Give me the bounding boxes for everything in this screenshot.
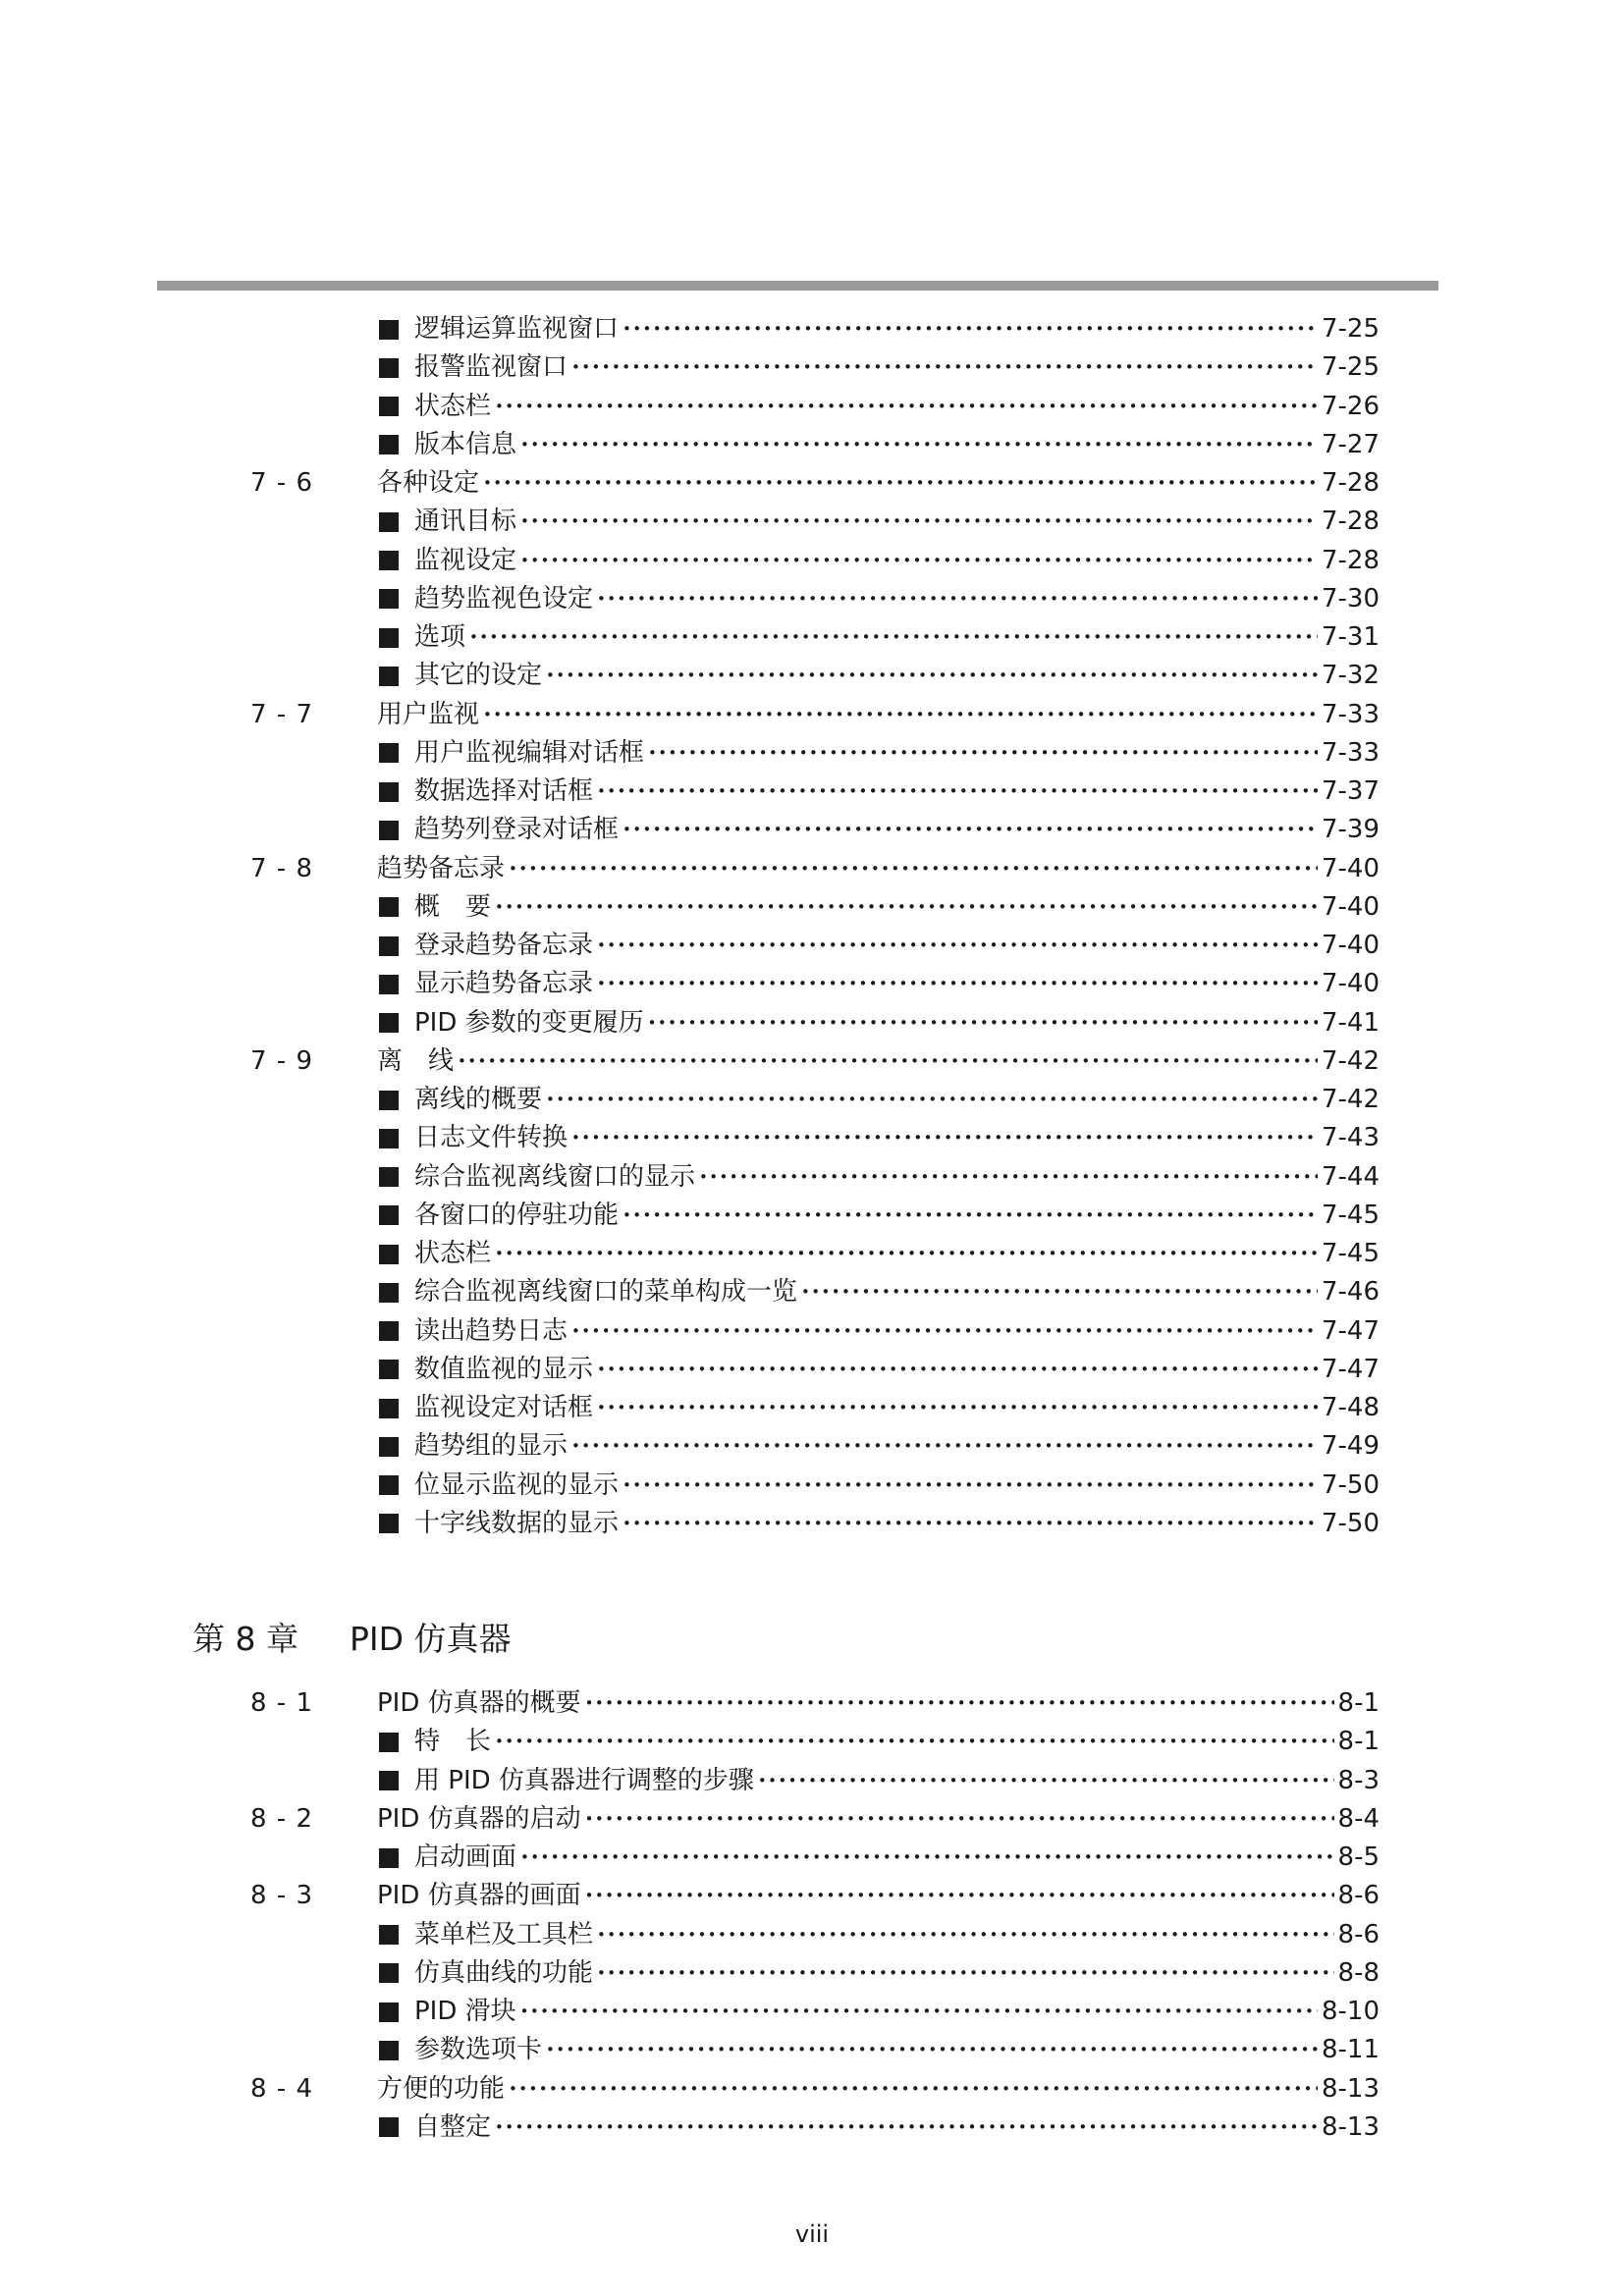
dot-leader [597, 773, 1318, 811]
toc-entry [379, 1993, 1380, 2031]
section-number: 7 - 7 [250, 699, 313, 729]
dot-leader [585, 1800, 1334, 1839]
toc-title: 数值监视的显示 [414, 1354, 594, 1384]
dot-leader [699, 1158, 1318, 1197]
toc-entry [379, 503, 1380, 541]
toc-title: 位显示监视的显示 [414, 1469, 620, 1500]
square-bullet-icon [379, 743, 399, 763]
dot-leader [495, 1723, 1334, 1761]
toc-entry [377, 1042, 1380, 1081]
page-ref: 7-28 [1321, 507, 1380, 537]
toc-title: 方便的功能 [377, 2073, 506, 2104]
toc-title: 状态栏 [414, 391, 492, 421]
page-ref: 8-1 [1337, 1688, 1380, 1718]
toc-entry [377, 850, 1380, 888]
page-ref: 8-6 [1337, 1919, 1380, 1949]
square-bullet-icon [379, 1245, 399, 1264]
page-ref: 7-25 [1321, 352, 1380, 383]
square-bullet-icon [379, 1733, 399, 1752]
square-bullet-icon [379, 897, 399, 917]
dot-leader [597, 927, 1318, 965]
chapter-label: 第 8 章 [192, 1620, 298, 1658]
dot-leader [546, 657, 1318, 695]
page-ref: 7-42 [1321, 1045, 1380, 1076]
dot-leader [623, 310, 1318, 348]
section-number: 7 - 6 [250, 468, 313, 498]
toc-row[interactable] [0, 310, 1380, 348]
square-bullet-icon [379, 589, 399, 609]
toc-row[interactable] [0, 2109, 1380, 2147]
dot-leader [571, 1312, 1318, 1351]
square-bullet-icon [379, 1963, 399, 1983]
square-bullet-icon [379, 1514, 399, 1533]
page-ref: 7-42 [1321, 1085, 1380, 1114]
section-number: 8 - 4 [250, 2073, 313, 2104]
toc-title: 各种设定 [377, 468, 480, 498]
page-ref: 7-43 [1321, 1123, 1380, 1153]
toc-title: 登录趋势备忘录 [414, 931, 594, 960]
chapter-heading [192, 1614, 512, 1660]
toc-row[interactable] [0, 888, 1380, 927]
square-bullet-icon [379, 628, 399, 648]
toc-entry [377, 696, 1380, 734]
toc-title: 版本信息 [414, 429, 517, 459]
dot-leader [648, 734, 1318, 773]
toc-entry [379, 888, 1380, 927]
square-bullet-icon [379, 358, 399, 378]
toc-row[interactable] [0, 2070, 1380, 2109]
page-ref: 7-33 [1321, 699, 1380, 729]
square-bullet-icon [379, 1205, 399, 1225]
dot-leader [520, 426, 1318, 464]
page-ref: 8-8 [1337, 1957, 1380, 1988]
toc-title: 仿真曲线的功能 [414, 1957, 594, 1988]
dot-leader [571, 1119, 1318, 1157]
toc-row[interactable] [0, 1351, 1380, 1389]
page-ref: 8-3 [1337, 1765, 1380, 1795]
square-bullet-icon [379, 1925, 399, 1945]
toc-title: 自整定 [414, 2111, 492, 2142]
toc-title: 读出趋势日志 [414, 1315, 568, 1346]
page-ref: 7-32 [1321, 661, 1380, 691]
toc-title: 趋势列登录对话框 [414, 815, 620, 845]
toc-title: 各窗口的停驻功能 [414, 1200, 620, 1230]
toc-row[interactable] [0, 503, 1380, 541]
toc-row[interactable] [0, 850, 1380, 888]
toc-entry [379, 2031, 1380, 2069]
section-number: 7 - 8 [250, 853, 313, 883]
page-ref: 7-40 [1321, 853, 1380, 883]
toc-title: PID 仿真器的启动 [377, 1803, 581, 1834]
dot-leader [495, 2109, 1318, 2147]
toc-entry [377, 1877, 1380, 1915]
toc-title: 参数选项卡 [414, 2035, 543, 2065]
toc-row[interactable] [0, 1197, 1380, 1235]
dot-leader [597, 580, 1318, 618]
toc-row[interactable] [0, 1839, 1380, 1877]
dot-leader [546, 2031, 1318, 2069]
toc-row[interactable] [0, 1505, 1380, 1543]
toc-title: 概 要 [414, 891, 492, 922]
toc-entry [379, 1916, 1380, 1954]
page-ref: 7-28 [1321, 545, 1380, 575]
page-ref: 7-33 [1321, 737, 1380, 768]
page-ref: 8-5 [1337, 1842, 1380, 1872]
dot-leader [585, 1684, 1334, 1723]
toc-row[interactable] [0, 348, 1380, 387]
dot-leader [546, 1081, 1318, 1119]
square-bullet-icon [379, 1091, 399, 1110]
toc-row[interactable] [0, 1235, 1380, 1273]
toc-row[interactable] [0, 580, 1380, 618]
dot-leader [495, 388, 1318, 426]
page-ref: 8-13 [1321, 2073, 1380, 2104]
toc-row[interactable] [0, 1800, 1380, 1839]
toc-row[interactable] [0, 734, 1380, 773]
toc-entry [379, 1119, 1380, 1157]
toc-title: 用户监视编辑对话框 [414, 737, 645, 768]
dot-leader [623, 1505, 1318, 1543]
toc-title: 逻辑运算监视窗口 [414, 314, 620, 344]
dot-leader [509, 850, 1318, 888]
toc-entry [377, 2070, 1380, 2109]
toc-title: 其它的设定 [414, 661, 543, 691]
square-bullet-icon [379, 667, 399, 686]
page-ref: 8-11 [1321, 2035, 1380, 2065]
toc-entry [377, 1684, 1380, 1723]
toc-row[interactable] [0, 1427, 1380, 1466]
toc-entry [379, 965, 1380, 1003]
toc-row[interactable] [0, 388, 1380, 426]
toc-title: 报警监视窗口 [414, 352, 568, 383]
section-number: 8 - 3 [250, 1881, 313, 1911]
dot-leader [495, 888, 1318, 927]
toc-entry [379, 580, 1380, 618]
square-bullet-icon [379, 936, 399, 956]
toc-entry [377, 464, 1380, 503]
dot-leader [520, 542, 1318, 580]
toc-title: 监视设定对话框 [414, 1393, 594, 1422]
toc-row[interactable] [0, 1081, 1380, 1119]
page-ref: 7-50 [1321, 1469, 1380, 1500]
toc-row[interactable] [0, 1993, 1380, 2031]
toc-entry [379, 1273, 1380, 1311]
dot-leader [483, 696, 1318, 734]
toc-row[interactable] [0, 1312, 1380, 1351]
toc-title: 选项 [414, 622, 466, 652]
toc-row[interactable] [0, 1389, 1380, 1427]
dot-leader [597, 1954, 1334, 1993]
toc-row[interactable] [0, 426, 1380, 464]
toc-entry [379, 1235, 1380, 1273]
page-ref: 7-45 [1321, 1239, 1380, 1268]
square-bullet-icon [379, 1475, 399, 1495]
dot-leader [458, 1042, 1318, 1081]
square-bullet-icon [379, 1399, 399, 1418]
toc-title: 趋势监视色设定 [414, 583, 594, 614]
dot-leader [571, 1427, 1318, 1466]
toc-title: 综合监视离线窗口的菜单构成一览 [414, 1277, 798, 1308]
toc-title: 启动画面 [414, 1842, 517, 1872]
toc-entry [379, 348, 1380, 387]
square-bullet-icon [379, 1129, 399, 1148]
toc-entry [379, 618, 1380, 657]
page-ref: 7-45 [1321, 1200, 1380, 1230]
square-bullet-icon [379, 435, 399, 454]
square-bullet-icon [379, 512, 399, 532]
toc-entry [379, 310, 1380, 348]
page-ref: 7-39 [1321, 815, 1380, 845]
dot-leader [585, 1877, 1334, 1915]
toc-entry [379, 426, 1380, 464]
toc-entry [379, 1197, 1380, 1235]
page-ref: 7-37 [1321, 776, 1380, 806]
toc-entry [379, 811, 1380, 849]
toc-title: 显示趋势备忘录 [414, 969, 594, 999]
toc-row[interactable] [0, 773, 1380, 811]
dot-leader [483, 464, 1318, 503]
square-bullet-icon [379, 1321, 399, 1341]
toc-title: 监视设定 [414, 545, 517, 575]
toc-title: PID 仿真器的画面 [377, 1881, 581, 1911]
square-bullet-icon [379, 782, 399, 802]
toc-title: 十字线数据的显示 [414, 1508, 620, 1538]
square-bullet-icon [379, 1360, 399, 1379]
page-ref: 8-10 [1321, 1997, 1380, 2026]
page-ref: 7-49 [1321, 1431, 1380, 1462]
square-bullet-icon [379, 1848, 399, 1868]
square-bullet-icon [379, 2041, 399, 2060]
toc-entry [379, 388, 1380, 426]
toc-row[interactable] [0, 618, 1380, 657]
toc-entry [379, 1158, 1380, 1197]
dot-leader [495, 1235, 1318, 1273]
square-bullet-icon [379, 320, 399, 340]
toc-title: 趋势组的显示 [414, 1431, 568, 1462]
square-bullet-icon [379, 551, 399, 570]
page-ref: 7-40 [1321, 969, 1380, 999]
dot-leader [623, 1467, 1318, 1505]
toc-row[interactable] [0, 1119, 1380, 1157]
toc-row[interactable] [0, 1954, 1380, 1993]
square-bullet-icon [379, 975, 399, 994]
toc-row[interactable] [0, 1762, 1380, 1800]
square-bullet-icon [379, 397, 399, 416]
toc-entry [379, 1954, 1380, 1993]
section-number: 8 - 1 [250, 1688, 313, 1718]
page-ref: 7-27 [1321, 429, 1380, 459]
dot-leader [597, 1351, 1318, 1389]
toc-entry [379, 927, 1380, 965]
page-ref: 7-28 [1321, 468, 1380, 498]
toc-row[interactable] [0, 1273, 1380, 1311]
dot-leader [801, 1273, 1318, 1311]
toc-title: 用户监视 [377, 699, 480, 729]
toc-entry [379, 1467, 1380, 1505]
toc-title: PID 参数的变更履历 [414, 1007, 644, 1038]
page-ref: 7-30 [1321, 583, 1380, 614]
toc-entry [379, 1723, 1380, 1761]
toc-row[interactable] [0, 696, 1380, 734]
square-bullet-icon [379, 1771, 399, 1790]
toc-entry [379, 2109, 1380, 2147]
toc-row[interactable] [0, 1467, 1380, 1505]
square-bullet-icon [379, 1437, 399, 1457]
page-ref: 7-26 [1321, 391, 1380, 421]
toc-row[interactable] [0, 965, 1380, 1003]
page-number: viii [794, 2220, 830, 2248]
toc-title: 通讯目标 [414, 507, 517, 537]
toc-row[interactable] [0, 1684, 1380, 1723]
toc-row[interactable] [0, 1158, 1380, 1197]
header-rule [157, 281, 1438, 291]
toc-title: 状态栏 [414, 1239, 492, 1268]
dot-leader [623, 1197, 1318, 1235]
toc-entry [377, 1800, 1380, 1839]
toc-entry [379, 1312, 1380, 1351]
page-ref: 7-25 [1321, 314, 1380, 344]
dot-leader [597, 1916, 1334, 1954]
toc-title: 日志文件转换 [414, 1123, 568, 1153]
dot-leader [520, 503, 1318, 541]
toc-title: 离 线 [377, 1045, 455, 1076]
square-bullet-icon [379, 1013, 399, 1033]
square-bullet-icon [379, 821, 399, 840]
square-bullet-icon [379, 2002, 399, 2022]
page-ref: 7-40 [1321, 931, 1380, 960]
toc-entry [379, 542, 1380, 580]
section-number: 8 - 2 [250, 1803, 313, 1834]
page-ref: 7-44 [1321, 1161, 1380, 1192]
toc-title: 数据选择对话框 [414, 776, 594, 806]
toc-row[interactable] [0, 1916, 1380, 1954]
chapter-title: PID 仿真器 [349, 1620, 512, 1658]
toc-title: 菜单栏及工具栏 [414, 1919, 594, 1949]
toc-title: 离线的概要 [414, 1085, 543, 1114]
toc-row[interactable] [0, 811, 1380, 849]
page-ref: 8-13 [1321, 2111, 1380, 2142]
square-bullet-icon [379, 2117, 399, 2137]
toc-row[interactable] [0, 1042, 1380, 1081]
square-bullet-icon [379, 1283, 399, 1303]
toc-row[interactable] [0, 657, 1380, 695]
toc-title: PID 滑块 [414, 1997, 516, 2026]
toc-title: 综合监视离线窗口的显示 [414, 1161, 696, 1192]
toc-row[interactable] [0, 1877, 1380, 1915]
toc-row[interactable] [0, 2031, 1380, 2069]
toc-entry [379, 1505, 1380, 1543]
toc-title: 趋势备忘录 [377, 853, 506, 883]
page-ref: 7-46 [1321, 1277, 1380, 1308]
toc-title: 特 长 [414, 1727, 492, 1757]
dot-leader [520, 1993, 1318, 2031]
page-ref: 7-47 [1321, 1354, 1380, 1384]
page-ref: 7-31 [1321, 622, 1380, 652]
dot-leader [469, 618, 1318, 657]
dot-leader [597, 965, 1318, 1003]
page-ref: 7-41 [1321, 1007, 1380, 1038]
page-ref: 8-4 [1337, 1803, 1380, 1834]
square-bullet-icon [379, 1167, 399, 1187]
page-ref: 7-40 [1321, 891, 1380, 922]
toc-row[interactable] [0, 1004, 1380, 1042]
toc-row[interactable] [0, 464, 1380, 503]
dot-leader [758, 1762, 1334, 1800]
dot-leader [597, 1389, 1318, 1427]
toc-row[interactable] [0, 542, 1380, 580]
toc-entry [379, 1427, 1380, 1466]
toc-row[interactable] [0, 927, 1380, 965]
page-ref: 8-1 [1337, 1727, 1380, 1757]
toc-row[interactable] [0, 1723, 1380, 1761]
dot-leader [520, 1839, 1334, 1877]
toc-entry [379, 1351, 1380, 1389]
toc-title: 用 PID 仿真器进行调整的步骤 [414, 1765, 754, 1795]
page-ref: 7-50 [1321, 1508, 1380, 1538]
page-ref: 7-47 [1321, 1315, 1380, 1346]
toc-title: PID 仿真器的概要 [377, 1688, 581, 1718]
dot-leader [509, 2070, 1318, 2109]
toc-entry [379, 1839, 1380, 1877]
dot-leader [623, 811, 1318, 849]
page-ref: 8-6 [1337, 1881, 1380, 1911]
toc-entry [379, 1004, 1380, 1042]
toc-entry [379, 657, 1380, 695]
toc-entry [379, 1389, 1380, 1427]
page-ref: 7-48 [1321, 1393, 1380, 1422]
toc-entry [379, 1081, 1380, 1119]
section-number: 7 - 9 [250, 1045, 313, 1076]
dot-leader [571, 348, 1318, 387]
toc-entry [379, 734, 1380, 773]
toc-entry [379, 773, 1380, 811]
toc-entry [379, 1762, 1380, 1800]
dot-leader [648, 1004, 1318, 1042]
